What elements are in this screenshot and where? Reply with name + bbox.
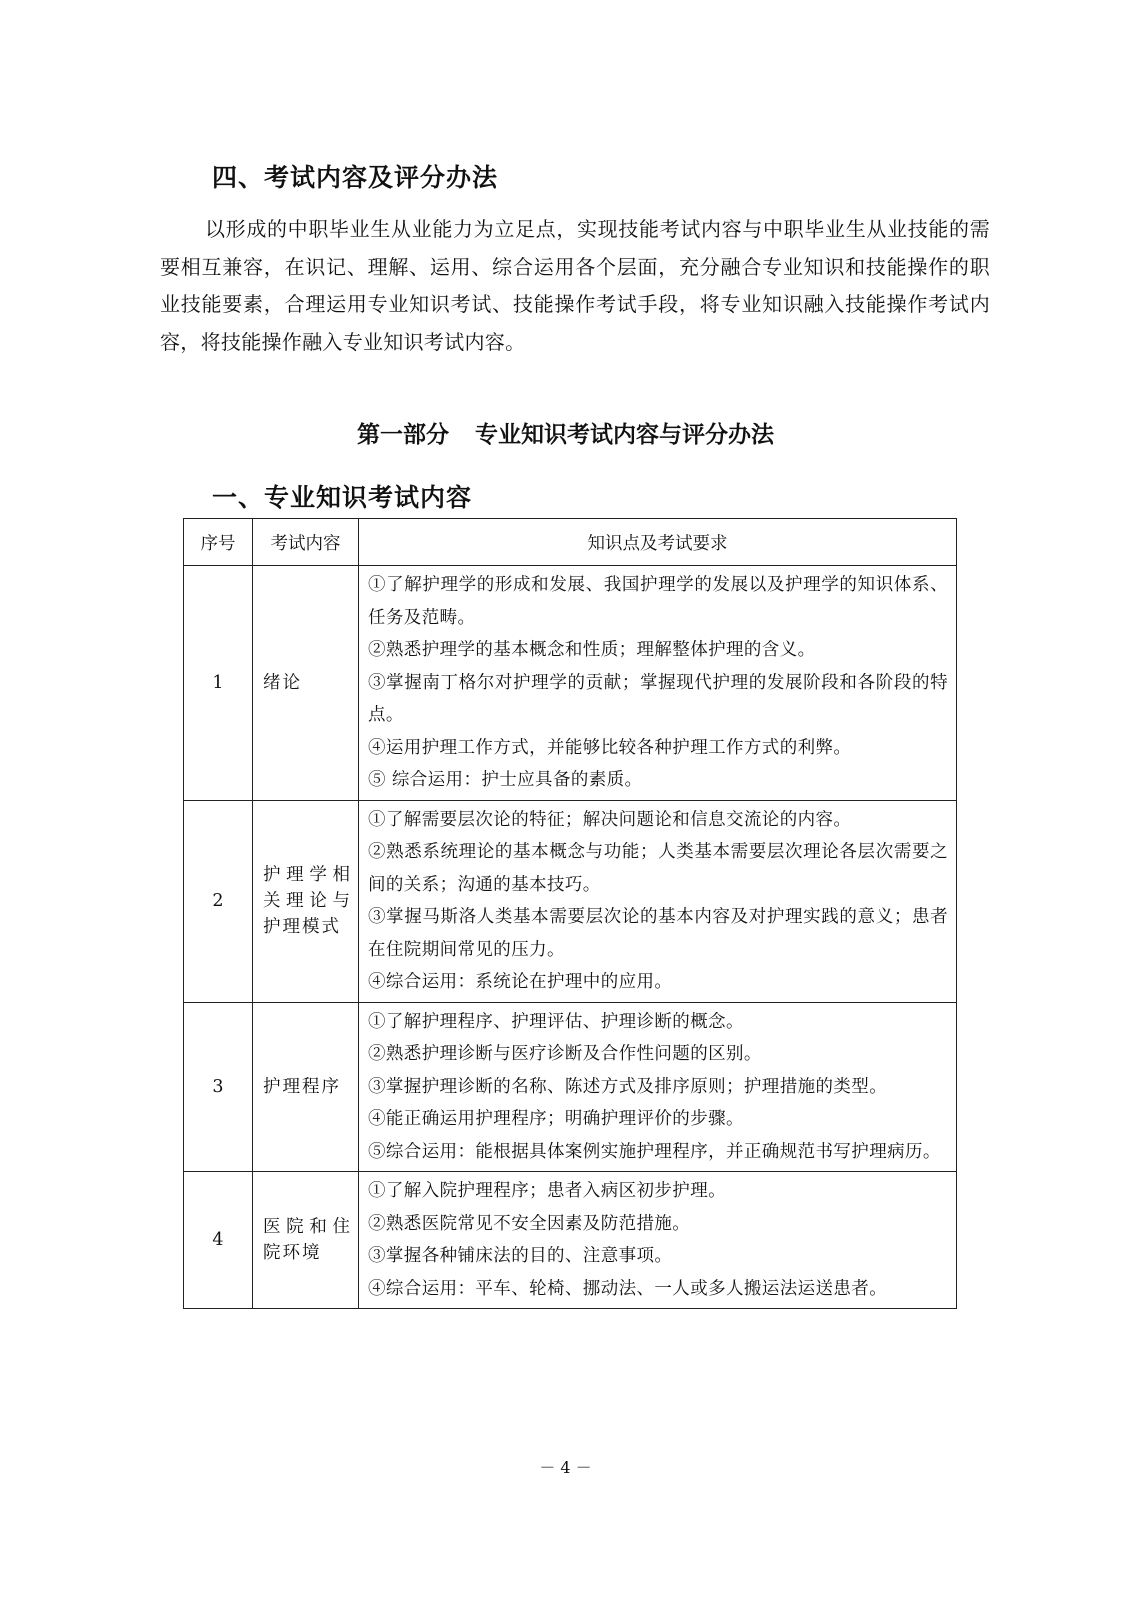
requirement-item: ④能正确运用护理程序；明确护理评价的步骤。 bbox=[368, 1109, 744, 1129]
row-number: 3 bbox=[184, 1002, 253, 1172]
part-title-part: 第一部分 bbox=[357, 422, 449, 448]
intro-paragraph: 以形成的中职毕业生从业能力为立足点，实现技能考试内容与中职毕业生从业技能的需要相互兼容，在识记、理解、运用、综合运用各个层面，充分融合专业知识和技能操作的职业技能要素，合理运用专业知识考试、技能操作考试手段，将专业知识融入技能操作考试内容，将技能操作融入专业知识考试内容。 bbox=[160, 217, 990, 354]
table-row bbox=[184, 1172, 957, 1309]
requirement-item: ③掌握马斯洛人类基本需要层次论的基本内容及对护理实践的意义；患者在住院期间常见的压力。 bbox=[368, 907, 948, 960]
requirement-item: ②熟悉系统理论的基本概念与功能；人类基本需要层次理论各层次需要之间的关系；沟通的基本技巧。 bbox=[368, 842, 948, 895]
requirement-item: ⑤ 综合运用：护士应具备的素质。 bbox=[368, 770, 643, 790]
part-title bbox=[0, 418, 1131, 452]
requirement-item: ③掌握护理诊断的名称、陈述方式及排序原则；护理措施的类型。 bbox=[368, 1076, 888, 1097]
requirement-item: ⑤综合运用：能根据具体案例实施护理程序，并正确规范书写护理病历。 bbox=[368, 1141, 941, 1162]
requirement-item: ①了解入院护理程序；患者入病区初步护理。 bbox=[368, 1181, 726, 1201]
requirement-item: ④运用护理工作方式，并能够比较各种护理工作方式的利弊。 bbox=[368, 737, 852, 758]
requirement-item: ①了解护理程序、护理评估、护理诊断的概念。 bbox=[368, 1011, 744, 1032]
requirement-item: ②熟悉护理诊断与医疗诊断及合作性问题的区别。 bbox=[368, 1044, 762, 1064]
row-number: 1 bbox=[184, 566, 253, 801]
row-number: 2 bbox=[184, 800, 253, 1002]
requirement-item: ①了解需要层次论的特征；解决问题论和信息交流论的内容。 bbox=[368, 809, 852, 830]
row-requirements bbox=[359, 1172, 957, 1309]
header-requirements: 知识点及考试要求 bbox=[359, 519, 957, 566]
requirement-item: ①了解护理学的形成和发展、我国护理学的发展以及护理学的知识体系、任务及范畴。 bbox=[368, 575, 948, 628]
row-topic: 护理程序 bbox=[253, 1002, 359, 1172]
requirement-item: ④综合运用：系统论在护理中的应用。 bbox=[368, 972, 673, 992]
row-requirements bbox=[359, 566, 957, 801]
requirement-item: ③掌握南丁格尔对护理学的贡献；掌握现代护理的发展阶段和各阶段的特点。 bbox=[368, 672, 948, 725]
section-heading: 四、考试内容及评分办法 bbox=[212, 163, 499, 192]
part-title-name: 专业知识考试内容与评分办法 bbox=[475, 422, 774, 448]
requirement-item: ②熟悉医院常见不安全因素及防范措施。 bbox=[368, 1213, 691, 1234]
sub-heading: 一、专业知识考试内容 bbox=[212, 483, 473, 512]
row-topic: 绪论 bbox=[253, 566, 359, 801]
row-requirements bbox=[359, 800, 957, 1002]
table-header-row bbox=[184, 519, 957, 566]
header-topic: 考试内容 bbox=[253, 519, 359, 566]
table-row bbox=[184, 566, 957, 801]
row-topic: 医院和住院环境 bbox=[253, 1172, 359, 1309]
header-no: 序号 bbox=[184, 519, 253, 566]
requirement-item: ④综合运用：平车、轮椅、挪动法、一人或多人搬运法运送患者。 bbox=[368, 1278, 888, 1299]
exam-content-table bbox=[183, 518, 957, 1309]
row-number: 4 bbox=[184, 1172, 253, 1309]
table-row bbox=[184, 1002, 957, 1172]
page-number: － 4 － bbox=[539, 1458, 592, 1477]
table-row bbox=[184, 800, 957, 1002]
row-requirements bbox=[359, 1002, 957, 1172]
requirement-item: ②熟悉护理学的基本概念和性质；理解整体护理的含义。 bbox=[368, 640, 816, 660]
requirement-item: ③掌握各种铺床法的目的、注意事项。 bbox=[368, 1246, 673, 1266]
row-topic: 护理学相关理论与护理模式 bbox=[253, 800, 359, 1002]
